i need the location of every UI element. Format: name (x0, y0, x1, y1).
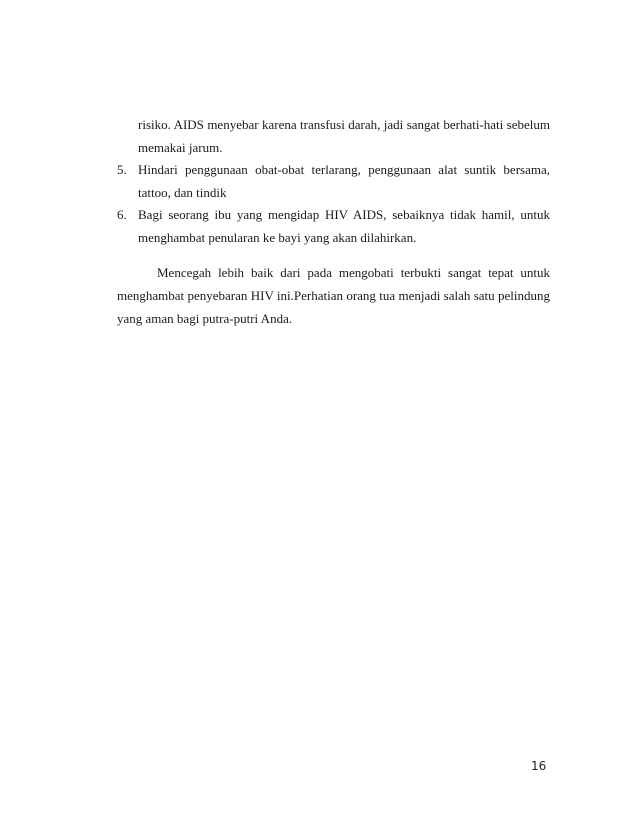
list-item-text: Hindari penggunaan obat-obat terlarang, penggunaan alat suntik bersama, tattoo, dan tindik (138, 162, 550, 200)
numbered-list (117, 159, 550, 249)
list-item-number: 6. (117, 207, 127, 222)
page-number: 16 (531, 759, 547, 773)
list-item (117, 159, 550, 204)
list-item-text: Bagi seorang ibu yang mengidap HIV AIDS, sebaiknya tidak hamil, untuk menghambat penularan ke bayi yang akan dilahirkan. (138, 207, 550, 245)
page-content (117, 114, 550, 330)
list-item (117, 204, 550, 249)
list-item-number: 5. (117, 162, 127, 177)
continuation-paragraph: risiko. AIDS menyebar karena transfusi darah, jadi sangat berhati-hati sebelum memakai jarum. (138, 117, 550, 155)
closing-paragraph: Mencegah lebih baik dari pada mengobati terbukti sangat tepat untuk menghambat penyebaran HIV ini.Perhatian orang tua menjadi salah satu pelindung yang aman bagi putra-putri Anda. (117, 265, 550, 326)
